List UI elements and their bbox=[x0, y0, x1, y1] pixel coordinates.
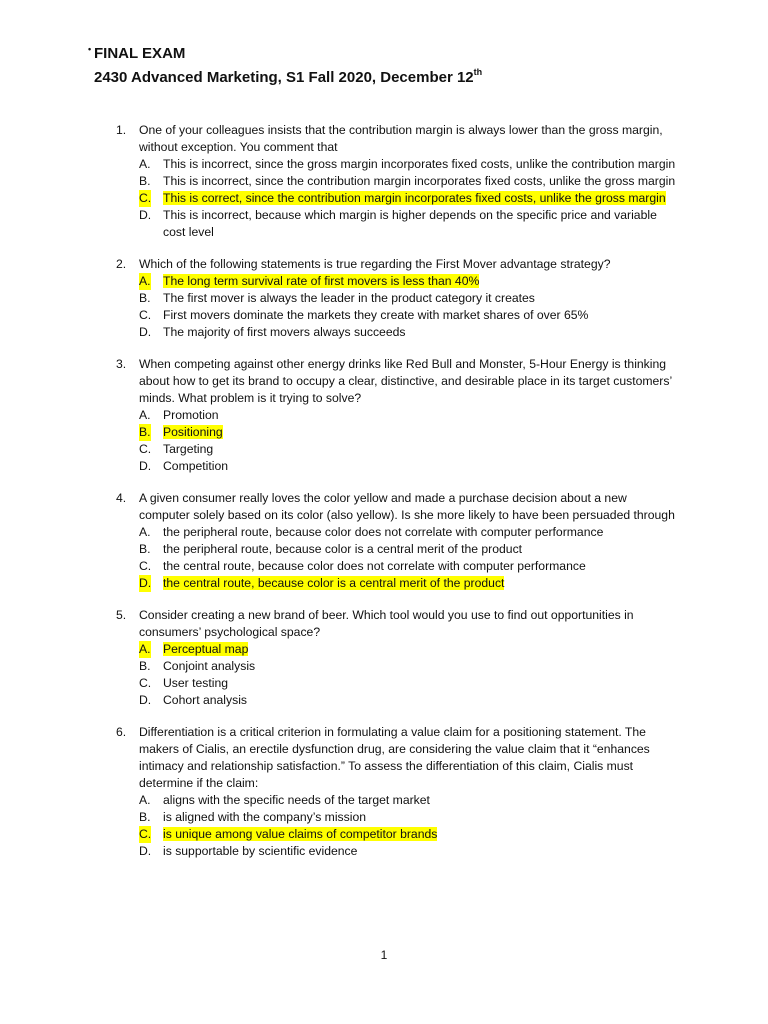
option-text-wrap bbox=[163, 441, 676, 458]
option-text-wrap bbox=[163, 575, 676, 592]
option-text: the central route, because color does not correlate with computer performance bbox=[163, 559, 586, 573]
question-number: 1. bbox=[116, 123, 127, 137]
exam-subtitle-sup: th bbox=[473, 67, 483, 77]
question-text: A given consumer really loves the color yellow and made a purchase decision about a new computer solely based on its color (also yellow). Is she more likely to have been persuaded through bbox=[139, 491, 675, 522]
question-number: 4. bbox=[116, 491, 127, 505]
option-letter: C. bbox=[139, 559, 152, 573]
option-text: Positioning bbox=[163, 425, 223, 439]
option-text-wrap bbox=[163, 273, 676, 290]
option-letter: A. bbox=[139, 642, 151, 656]
option-letter: D. bbox=[139, 459, 152, 473]
option-text: aligns with the specific needs of the target market bbox=[163, 793, 430, 807]
option-text-wrap bbox=[163, 641, 676, 658]
answer-option bbox=[139, 692, 676, 709]
option-letter: D. bbox=[139, 576, 152, 590]
question-number: 6. bbox=[116, 725, 127, 739]
option-text-wrap bbox=[163, 524, 676, 541]
option-letter: C. bbox=[139, 827, 152, 841]
exam-subtitle bbox=[94, 63, 482, 87]
option-text: Cohort analysis bbox=[163, 693, 247, 707]
question-text: When competing against other energy drinks like Red Bull and Monster, 5-Hour Energy is thinking about how to get its brand to occupy a clear, distinctive, and desirable place in its target customers’ minds. What problem is it trying to solve? bbox=[139, 357, 672, 405]
exam-title: FINAL EXAM bbox=[94, 45, 186, 62]
option-text: the central route, because color is a central merit of the product bbox=[163, 576, 505, 590]
answer-option-highlighted bbox=[139, 641, 676, 658]
option-letter: D. bbox=[139, 325, 152, 339]
option-letter: C. bbox=[139, 676, 152, 690]
question-list bbox=[116, 122, 676, 875]
option-letter: B. bbox=[139, 659, 151, 673]
option-text-wrap bbox=[163, 290, 676, 307]
question-text: Which of the following statements is true regarding the First Mover advantage strategy? bbox=[139, 257, 611, 271]
option-letter: A. bbox=[139, 157, 151, 171]
question-6 bbox=[116, 724, 676, 860]
option-text: is supportable by scientific evidence bbox=[163, 844, 358, 858]
page-number: 1 bbox=[380, 948, 388, 962]
question-text: Differentiation is a critical criterion in formulating a value claim for a positioning statement. The makers of Cialis, an erectile dysfunction drug, are considering the value claim that it “enhances intimacy and relationship satisfaction.” To assess the differentiation of this claim, Cialis must determine if the claim: bbox=[139, 725, 650, 790]
answer-option bbox=[139, 441, 676, 458]
answer-option bbox=[139, 558, 676, 575]
question-number: 5. bbox=[116, 608, 127, 622]
option-letter: D. bbox=[139, 208, 152, 222]
answer-option bbox=[139, 541, 676, 558]
option-text-wrap bbox=[163, 190, 676, 207]
option-text: Perceptual map bbox=[163, 642, 249, 656]
question-number: 2. bbox=[116, 257, 127, 271]
option-text: This is correct, since the contribution margin incorporates fixed costs, unlike the gross margin bbox=[163, 191, 666, 205]
question-5 bbox=[116, 607, 676, 709]
answer-option bbox=[139, 156, 676, 173]
question-number: 3. bbox=[116, 357, 127, 371]
option-text: Promotion bbox=[163, 408, 219, 422]
answer-option bbox=[139, 207, 676, 241]
question-text: Consider creating a new brand of beer. Which tool would you use to find out opportunities in consumers’ psychological space? bbox=[139, 608, 634, 639]
answer-option bbox=[139, 173, 676, 190]
answer-option bbox=[139, 792, 676, 809]
option-text-wrap bbox=[163, 809, 676, 826]
option-letter: C. bbox=[139, 308, 152, 322]
option-text-wrap bbox=[163, 541, 676, 558]
option-text: The majority of first movers always succeeds bbox=[163, 325, 406, 339]
answer-option bbox=[139, 675, 676, 692]
answer-option bbox=[139, 290, 676, 307]
option-text: Competition bbox=[163, 459, 229, 473]
answer-option-highlighted bbox=[139, 424, 676, 441]
question-1 bbox=[116, 122, 676, 241]
option-text-wrap bbox=[163, 558, 676, 575]
option-letter: D. bbox=[139, 844, 152, 858]
option-text-wrap bbox=[163, 675, 676, 692]
answer-option-highlighted bbox=[139, 575, 676, 592]
answer-option bbox=[139, 658, 676, 675]
option-text-wrap bbox=[163, 207, 676, 241]
option-text-wrap bbox=[163, 173, 676, 190]
option-letter: B. bbox=[139, 542, 151, 556]
option-text-wrap bbox=[163, 407, 676, 424]
answer-option-highlighted bbox=[139, 826, 676, 843]
exam-subtitle-text: 2430 Advanced Marketing, S1 Fall 2020, December 12 bbox=[94, 69, 474, 86]
answer-option bbox=[139, 809, 676, 826]
option-text-wrap bbox=[163, 424, 676, 441]
question-4 bbox=[116, 490, 676, 592]
option-text-wrap bbox=[163, 792, 676, 809]
option-text-wrap bbox=[163, 843, 676, 860]
option-text: This is incorrect, because which margin is higher depends on the specific price and variable cost level bbox=[163, 208, 657, 239]
option-letter: A. bbox=[139, 525, 151, 539]
option-text: The long term survival rate of first movers is less than 40% bbox=[163, 274, 480, 288]
option-letter: B. bbox=[139, 425, 151, 439]
option-letter: C. bbox=[139, 442, 152, 456]
option-text: This is incorrect, since the contribution margin incorporates fixed costs, unlike the gross margin bbox=[163, 174, 676, 188]
answer-option bbox=[139, 324, 676, 341]
answer-option-highlighted bbox=[139, 190, 676, 207]
option-letter: A. bbox=[139, 793, 151, 807]
option-text: Targeting bbox=[163, 442, 214, 456]
option-letter: B. bbox=[139, 810, 151, 824]
option-text: the peripheral route, because color is a central merit of the product bbox=[163, 542, 523, 556]
bullet-mark: • bbox=[88, 44, 92, 54]
option-text-wrap bbox=[163, 826, 676, 843]
option-letter: B. bbox=[139, 174, 151, 188]
question-text: One of your colleagues insists that the contribution margin is always lower than the gross margin, without exception. You comment that bbox=[139, 123, 663, 154]
option-text-wrap bbox=[163, 324, 676, 341]
option-text: The first mover is always the leader in the product category it creates bbox=[163, 291, 535, 305]
option-text: User testing bbox=[163, 676, 229, 690]
question-3 bbox=[116, 356, 676, 475]
option-text-wrap bbox=[163, 692, 676, 709]
option-text: is aligned with the company’s mission bbox=[163, 810, 366, 824]
option-letter: A. bbox=[139, 408, 151, 422]
exam-header bbox=[88, 44, 483, 87]
answer-option-highlighted bbox=[139, 273, 676, 290]
option-text-wrap bbox=[163, 156, 676, 173]
answer-option bbox=[139, 458, 676, 475]
option-text-wrap bbox=[163, 658, 676, 675]
answer-option bbox=[139, 843, 676, 860]
question-2 bbox=[116, 256, 676, 341]
option-letter: B. bbox=[139, 291, 151, 305]
option-text: This is incorrect, since the gross margin incorporates fixed costs, unlike the contribution margin bbox=[163, 157, 676, 171]
option-letter: C. bbox=[139, 191, 152, 205]
option-text-wrap bbox=[163, 458, 676, 475]
option-text: is unique among value claims of competitor brands bbox=[163, 827, 438, 841]
option-letter: D. bbox=[139, 693, 152, 707]
answer-option bbox=[139, 407, 676, 424]
option-text: the peripheral route, because color does not correlate with computer performance bbox=[163, 525, 604, 539]
option-text: Conjoint analysis bbox=[163, 659, 256, 673]
answer-option bbox=[139, 307, 676, 324]
option-text: First movers dominate the markets they create with market shares of over 65% bbox=[163, 308, 589, 322]
answer-option bbox=[139, 524, 676, 541]
option-letter: A. bbox=[139, 274, 151, 288]
option-text-wrap bbox=[163, 307, 676, 324]
